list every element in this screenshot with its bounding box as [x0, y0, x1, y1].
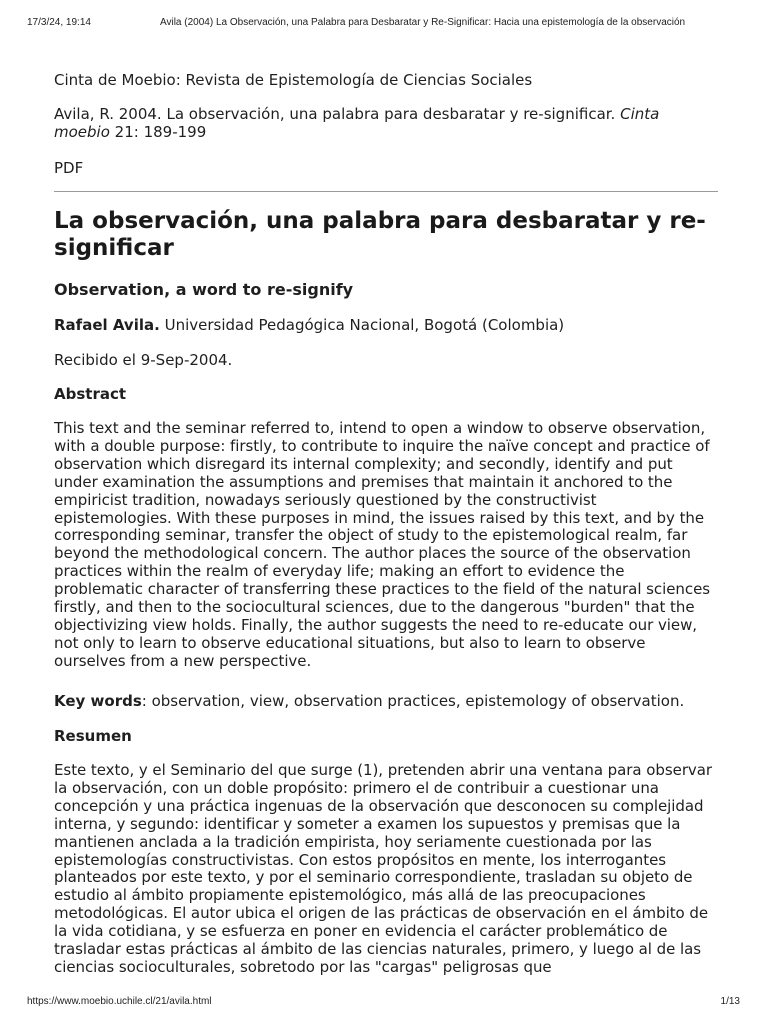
journal-name: Cinta de Moebio: Revista de Epistemología de Ciencias Sociales: [54, 71, 533, 89]
print-page-number: 1/13: [720, 996, 740, 1007]
citation-volume-pages: 21: 189-199: [109, 123, 207, 141]
keywords-label: Key words: [54, 692, 142, 710]
article-title: La observación, una palabra para desbaratar y re-significar: [54, 208, 706, 261]
abstract-text: This text and the seminar referred to, intend to open a window to observe observation, with a double purpose: firstly, to contribute to inquire the naïve concept and practice of observation which disregard its internal complexity; and secondly, identify and put under examination the assumptions and premises that maintain it anchored to the empiricist tradition, nowadays seriously questioned by the constructivist epistemologies. With these purposes in mind, the issues raised by this text, and by the corresponding seminar, transfer the object of study to the epistemological realm, far beyond the methodological concern. The author places the source of the observation practices within the realm of everyday life; making an effort to evidence the problematic character of transferring these practices to the field of the natural sciences firstly, and then to the sociocultural sciences, due to the dangerous "burden" that the objectivizing view holds. Finally, the author suggests the need to re-educate our view, not only to learn to observe educational situations, but also to learn to observe ourselves from a new perspective.: [54, 419, 711, 670]
pdf-link[interactable]: PDF: [54, 159, 84, 177]
print-document-title: Avila (2004) La Observación, una Palabra para Desbaratar y Re-Significar: Hacia una epistemología de la observación: [160, 17, 686, 28]
abstract-heading: Abstract: [54, 385, 127, 403]
horizontal-divider: [54, 191, 718, 192]
keywords-line: [54, 691, 684, 711]
resumen-text: Este texto, y el Seminario del que surge (1), pretenden abrir una ventana para observar la observación, con un doble propósito: primero el de contribuir a cuestionar una concepción y una práctica ingenuas de la observación que desconocen su complejidad interna, y segundo: identificar y someter a examen los supuestos y premisas que la mantienen anclada a la tradición empirista, hoy seriamente cuestionada por las epistemologías constructivistas. Con estos propósitos en mente, los interrogantes planteados por este texto, y por el seminario correspondiente, trasladan su objeto de estudio al ámbito propiamente epistemológico, más allá de las preocupaciones metodológicas. El autor ubica el origen de las prácticas de observación en el ámbito de la vida cotidiana, y se esfuerza en poner en evidencia el carácter problemático de trasladar estas prácticas al ámbito de las ciencias naturales, primero, y luego al de las ciencias socioculturales, sobretodo por las "cargas" peligrosas que: [54, 761, 713, 976]
print-url: https://www.moebio.uchile.cl/21/avila.html: [27, 996, 212, 1007]
article-subtitle: Observation, a word to re-signify: [54, 280, 354, 299]
author-affiliation: Universidad Pedagógica Nacional, Bogotá (Colombia): [159, 316, 565, 334]
citation: [54, 105, 714, 141]
keywords-list: : observation, view, observation practices, epistemology of observation.: [141, 692, 685, 710]
citation-journal: Cinta moebio: [54, 105, 660, 141]
print-datetime: 17/3/24, 19:14: [27, 17, 91, 28]
citation-text: Avila, R. 2004. La observación, una palabra para desbaratar y re-significar.: [54, 105, 621, 123]
author-line: [54, 315, 564, 335]
resumen-heading: Resumen: [54, 727, 132, 745]
received-date: Recibido el 9-Sep-2004.: [54, 351, 233, 369]
author-name: Rafael Avila.: [54, 316, 160, 334]
print-header: [0, 17, 768, 31]
print-footer: [0, 996, 768, 1010]
